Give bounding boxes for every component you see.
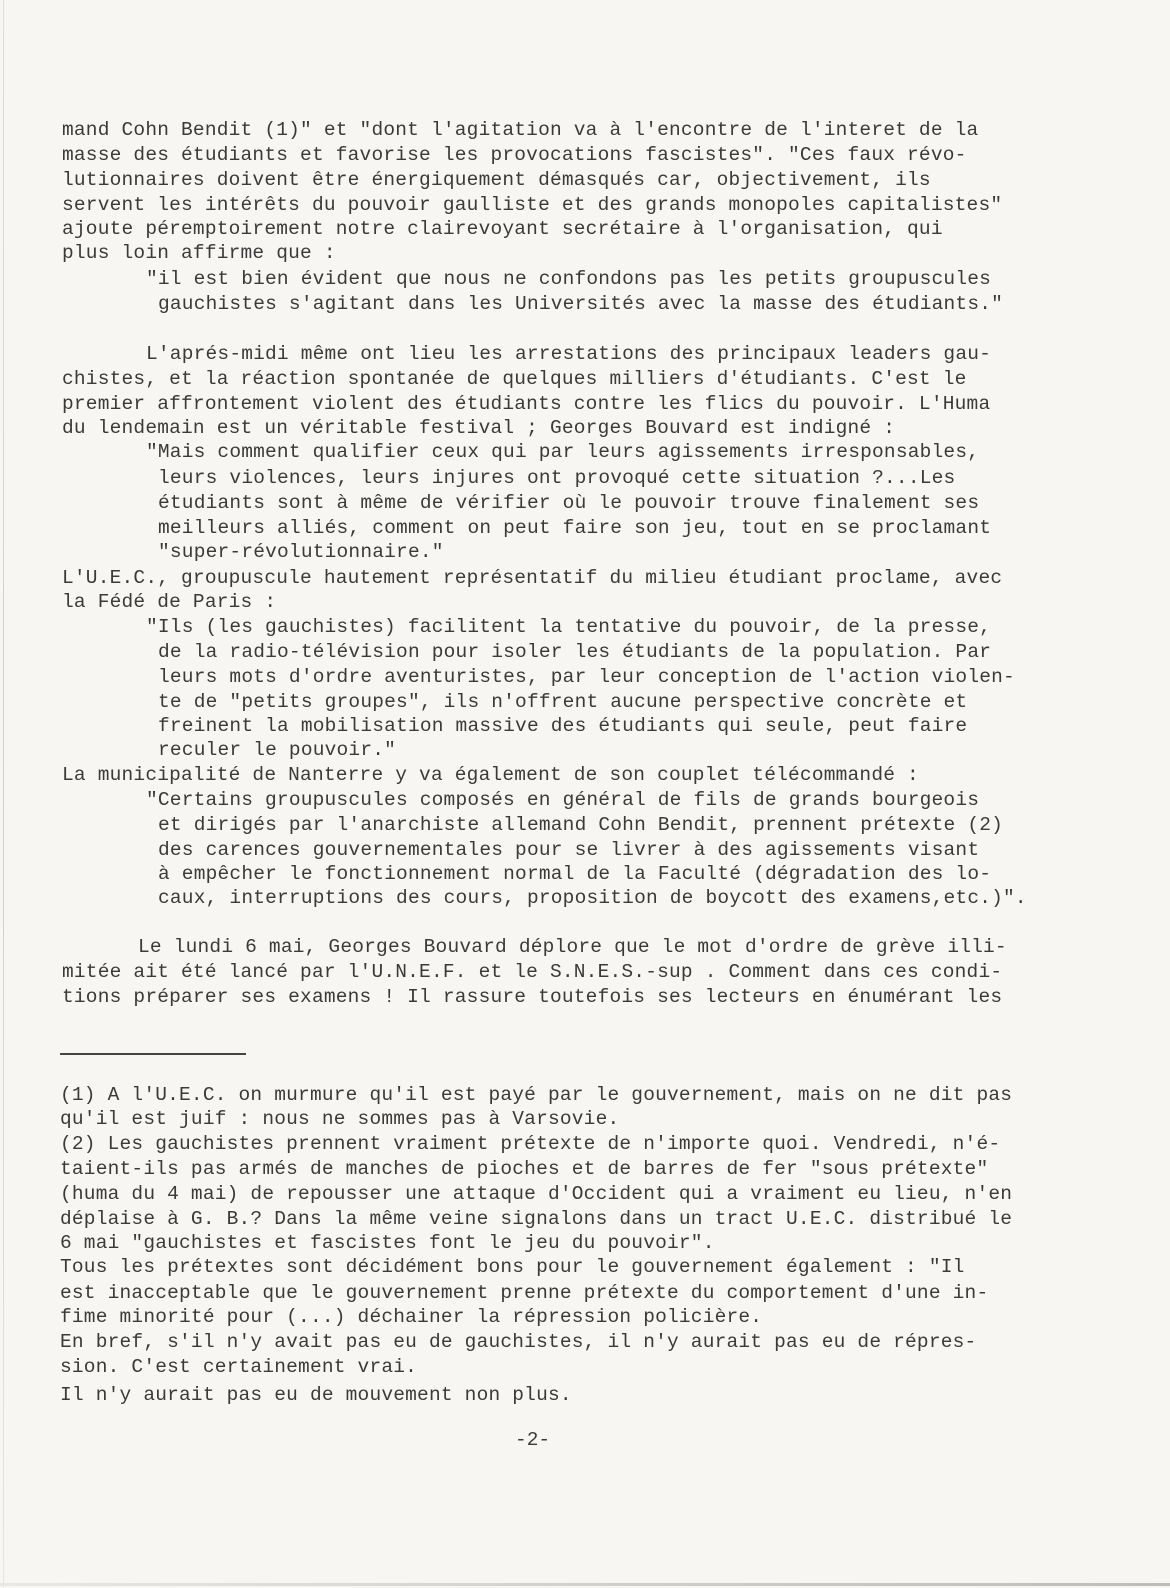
quote-line: leurs mots d'ordre aventuristes, par leur conception de l'action violen- bbox=[158, 666, 1015, 688]
body-line: L'aprés-midi même ont lieu les arrestations des principaux leaders gau- bbox=[146, 343, 992, 365]
footnote-line: est inacceptable que le gouvernement prenne prétexte du comportement d'une in- bbox=[60, 1282, 989, 1304]
quote-line: te de "petits groupes", ils n'offrent aucune perspective concrète et bbox=[158, 691, 968, 713]
body-line: plus loin affirme que : bbox=[62, 242, 336, 264]
quote-line: meilleurs alliés, comment on peut faire son jeu, tout en se proclamant bbox=[158, 517, 992, 539]
quote-line: des carences gouvernementales pour se livrer à des agissements visant bbox=[158, 839, 980, 861]
body-line: la Fédé de Paris : bbox=[62, 591, 277, 613]
quote-line: "Certains groupuscules composés en général de fils de grands bourgeois bbox=[146, 789, 980, 811]
body-line: premier affrontement violent des étudiants contre les flics du pouvoir. L'Huma bbox=[62, 393, 991, 415]
quote-line: caux, interruptions des cours, proposition de boycott des examens,etc.)". bbox=[158, 887, 1027, 909]
quote-line: freinent la mobilisation massive des étudiants qui seule, peut faire bbox=[158, 715, 968, 737]
quote-line: "super-révolutionnaire." bbox=[158, 541, 444, 563]
page-number: -2- bbox=[515, 1429, 551, 1451]
quote-line: "il est bien évident que nous ne confondons pas les petits groupuscules bbox=[146, 268, 992, 290]
body-line: tions préparer ses examens ! Il rassure toutefois ses lecteurs en énumérant les bbox=[62, 986, 1003, 1008]
page-left-edge bbox=[3, 0, 4, 1588]
body-line: mitée ait été lancé par l'U.N.E.F. et le S.N.E.S.-sup . Comment dans ces condi- bbox=[62, 961, 1003, 983]
footnote-line: déplaise à G. B.? Dans la même veine signalons dans un tract U.E.C. distribué le bbox=[60, 1208, 1013, 1230]
quote-line: "Mais comment qualifier ceux qui par leurs agissements irresponsables, bbox=[146, 441, 980, 463]
footnote-line: 6 mai "gauchistes et fascistes font le jeu du pouvoir". bbox=[60, 1232, 715, 1254]
body-line: masse des étudiants et favorise les provocations fascistes". "Ces faux révo- bbox=[62, 144, 967, 166]
page-bottom-edge bbox=[0, 1583, 1170, 1586]
quote-line: "Ils (les gauchistes) facilitent la tentative du pouvoir, de la presse, bbox=[146, 616, 992, 638]
quote-line: leurs violences, leurs injures ont provoqué cette situation ?...Les bbox=[158, 467, 956, 489]
footnote-separator bbox=[60, 1053, 246, 1055]
body-line: servent les intérêts du pouvoir gaulliste et des grands monopoles capitalistes" bbox=[62, 194, 1003, 216]
quote-line: à empêcher le fonctionnement normal de la Faculté (dégradation des lo- bbox=[158, 863, 992, 885]
body-line: L'U.E.C., groupuscule hautement représentatif du milieu étudiant proclame, avec bbox=[62, 567, 1003, 589]
body-line: La municipalité de Nanterre y va également de son couplet télécommandé : bbox=[62, 764, 919, 786]
footnote-line: qu'il est juif : nous ne sommes pas à Varsovie. bbox=[60, 1108, 620, 1130]
footnote-line: Il n'y aurait pas eu de mouvement non plus. bbox=[60, 1384, 572, 1406]
body-line: Le lundi 6 mai, Georges Bouvard déplore que le mot d'ordre de grève illi- bbox=[138, 936, 1007, 958]
quote-line: reculer le pouvoir." bbox=[158, 739, 397, 761]
body-line: ajoute péremptoirement notre clairevoyant secrétaire à l'organisation, qui bbox=[62, 218, 943, 240]
footnote-line: fime minorité pour (...) déchainer la répression policière. bbox=[60, 1306, 763, 1328]
body-line: lutionnaires doivent être énergiquement démasqués car, objectivement, ils bbox=[62, 169, 931, 191]
body-line: du lendemain est un véritable festival ; Georges Bouvard est indigné : bbox=[62, 417, 896, 439]
body-line: chistes, et la réaction spontanée de quelques milliers d'étudiants. C'est le bbox=[62, 368, 967, 390]
footnote-line: (1) A l'U.E.C. on murmure qu'il est payé par le gouvernement, mais on ne dit pas bbox=[60, 1084, 1013, 1106]
body-line: mand Cohn Bendit (1)" et "dont l'agitation va à l'encontre de l'interet de la bbox=[62, 119, 979, 141]
footnote-line: sion. C'est certainement vrai. bbox=[60, 1356, 418, 1378]
footnote-line: (2) Les gauchistes prennent vraiment prétexte de n'importe quoi. Vendredi, n'é- bbox=[60, 1133, 1001, 1155]
quote-line: étudiants sont à même de vérifier où le pouvoir trouve finalement ses bbox=[158, 492, 980, 514]
quote-line: gauchistes s'agitant dans les Universités avec la masse des étudiants." bbox=[158, 293, 1004, 315]
quote-line: de la radio-télévision pour isoler les étudiants de la population. Par bbox=[158, 641, 992, 663]
quote-line: et dirigés par l'anarchiste allemand Cohn Bendit, prennent prétexte (2) bbox=[158, 814, 1004, 836]
footnote-line: Tous les prétextes sont décidément bons pour le gouvernement également : "Il bbox=[60, 1256, 965, 1278]
footnote-line: (huma du 4 mai) de repousser une attaque d'Occident qui a vraiment eu lieu, n'en bbox=[60, 1183, 1013, 1205]
footnote-line: En bref, s'il n'y avait pas eu de gauchistes, il n'y aurait pas eu de répres- bbox=[60, 1331, 977, 1353]
footnote-line: taient-ils pas armés de manches de pioches et de barres de fer "sous prétexte" bbox=[60, 1158, 989, 1180]
